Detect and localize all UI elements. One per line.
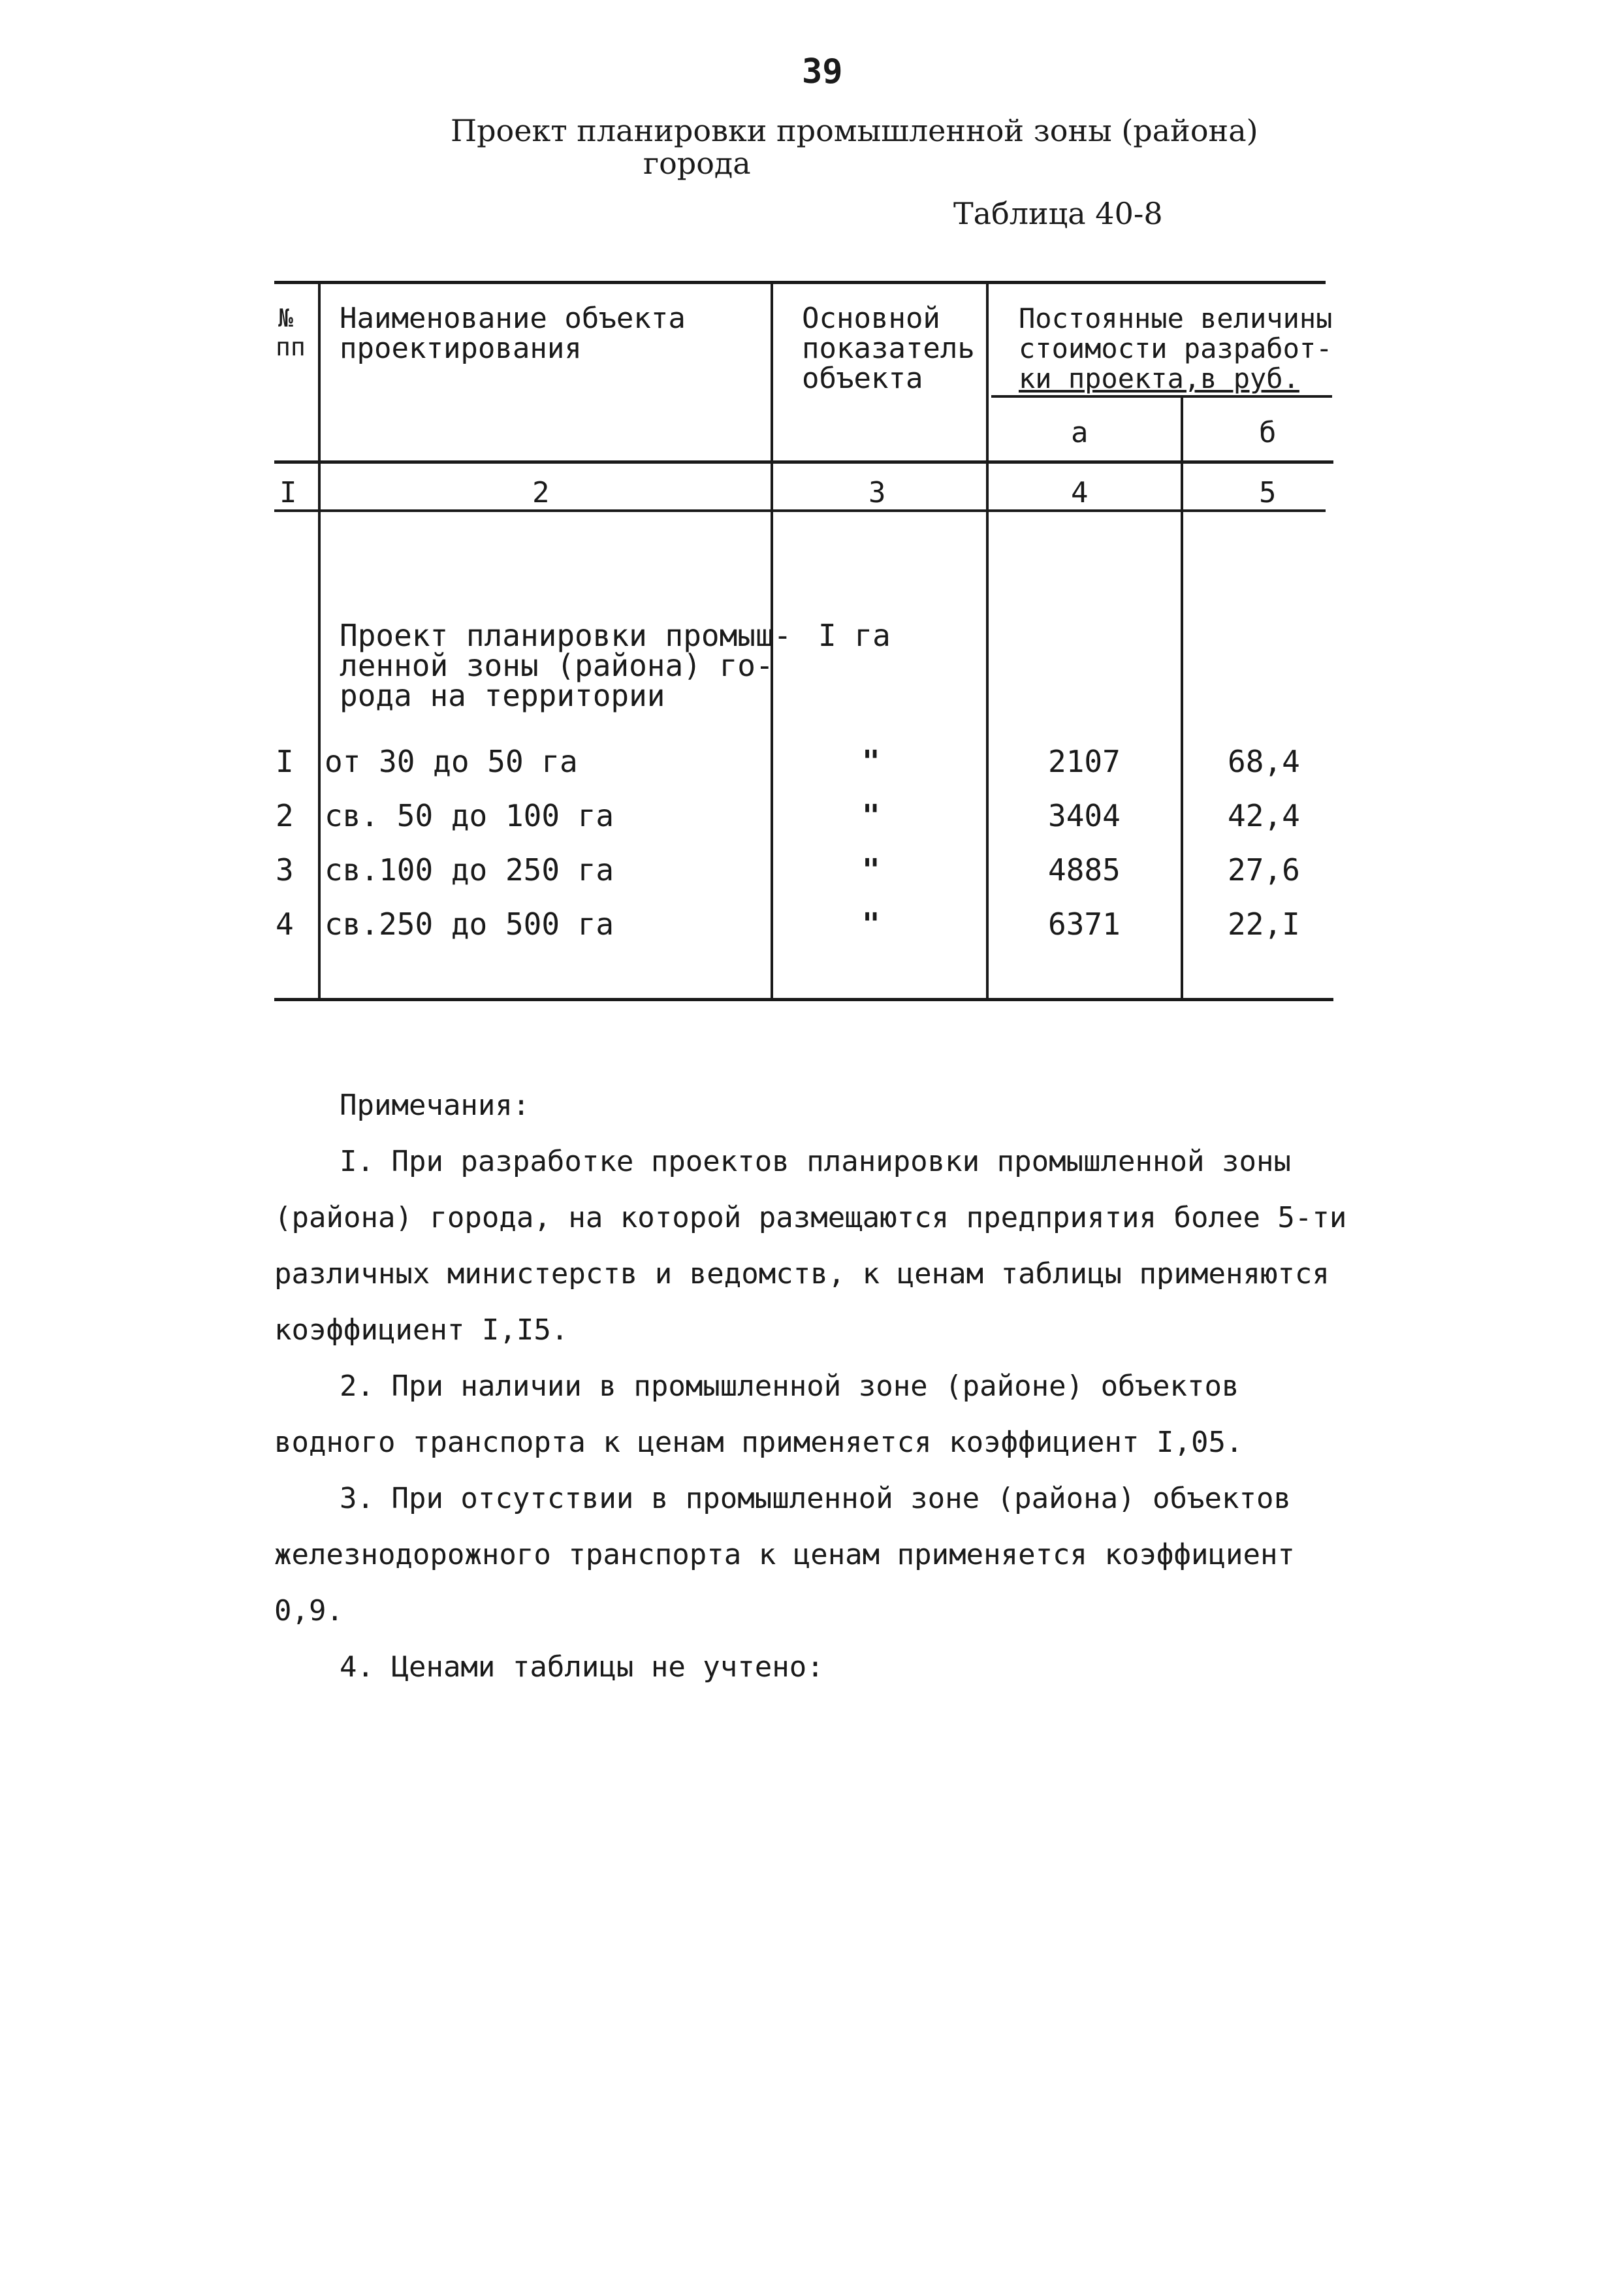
row-name: от 30 до 50 га — [325, 744, 578, 779]
note-item: 3. При отсутствии в промышленной зоне (района) объектов железнодорожного транспорта к ценам применяется коэффициент 0,9. — [274, 1482, 1295, 1628]
column-number-5: 5 — [1259, 476, 1277, 509]
header-bottom-rule — [274, 460, 1333, 464]
header-constant-values-line-2: стоимости разработ- — [1019, 332, 1333, 364]
row-value-b: 68,4 — [1228, 744, 1300, 779]
notes-section — [274, 1078, 1371, 1695]
row-indicator: " — [862, 852, 880, 888]
subheader-rule — [991, 395, 1332, 398]
column-divider-3 — [986, 281, 989, 999]
header-constant-values-line-1: Постоянные величины — [1019, 302, 1333, 334]
note-item: 2. При наличии в промышленной зоне (районе) объектов водного транспорта к ценам применяется коэффициент I,05. — [274, 1370, 1243, 1459]
table-top-rule — [274, 281, 1326, 284]
row-indicator: " — [862, 798, 880, 833]
header-constant-values-line-3: ки проекта,в руб. — [1019, 362, 1299, 394]
row-value-a: 3404 — [1048, 798, 1121, 833]
row-name: св.100 до 250 га — [325, 852, 614, 888]
column-divider-4 — [1181, 395, 1183, 999]
note-item: 4. Ценами таблицы не учтено: — [340, 1650, 824, 1684]
header-number-line-2: пп — [276, 332, 306, 361]
header-object-name-line-1: Наименование объекта — [340, 302, 686, 335]
subheader-b: б — [1259, 416, 1277, 449]
row-value-a: 2107 — [1048, 744, 1121, 779]
page-number: 39 — [802, 52, 843, 91]
group-name-line-2: ленной зоны (района) го- — [340, 648, 774, 683]
row-number: 4 — [276, 906, 294, 942]
row-value-b: 42,4 — [1228, 798, 1300, 833]
column-number-3: 3 — [868, 476, 886, 509]
row-number: 2 — [276, 798, 294, 833]
header-number — [276, 304, 306, 361]
header-object-name — [340, 304, 686, 364]
header-main-indicator — [802, 304, 975, 394]
column-numbers-rule — [274, 509, 1326, 512]
group-name-line-3: рода на территории — [340, 678, 665, 713]
row-indicator: " — [862, 744, 880, 779]
row-value-b: 27,6 — [1228, 852, 1300, 888]
document-title — [451, 114, 1258, 180]
table-bottom-rule — [274, 998, 1333, 1001]
column-number-1: I — [279, 476, 297, 509]
group-name-line-1: Проект планировки промыш- — [340, 618, 792, 653]
column-number-2: 2 — [532, 476, 550, 509]
column-divider-1 — [318, 281, 321, 999]
table-label: Таблица 40-8 — [953, 196, 1163, 231]
header-main-indicator-line-1: Основной — [802, 302, 940, 335]
group-name — [340, 620, 791, 711]
row-name: св. 50 до 100 га — [325, 798, 614, 833]
row-number: 3 — [276, 852, 294, 888]
row-number: I — [276, 744, 294, 779]
notes-heading: Примечания: — [340, 1089, 530, 1122]
row-name: св.250 до 500 га — [325, 906, 614, 942]
row-value-b: 22,I — [1228, 906, 1300, 942]
header-main-indicator-line-3: объекта — [802, 362, 923, 395]
note-item: I. При разработке проектов планировки промышленной зоны (района) города, на которой размещаются предприятия более 5-ти различных министерств и ведомств, к ценам таблицы применяются коэффициент I,I5. — [274, 1145, 1347, 1347]
header-main-indicator-line-2: показатель — [802, 332, 975, 365]
column-number-4: 4 — [1071, 476, 1089, 509]
group-indicator: I га — [818, 618, 891, 653]
header-object-name-line-2: проектирования — [340, 332, 582, 365]
row-value-a: 6371 — [1048, 906, 1121, 942]
subheader-a: а — [1071, 416, 1089, 449]
title-line-1: Проект планировки промышленной зоны (района) — [451, 113, 1258, 148]
header-number-line-1: № — [278, 304, 293, 332]
row-value-a: 4885 — [1048, 852, 1121, 888]
row-indicator: " — [862, 906, 880, 942]
title-line-2: города — [643, 146, 751, 181]
header-constant-values — [1019, 304, 1332, 394]
